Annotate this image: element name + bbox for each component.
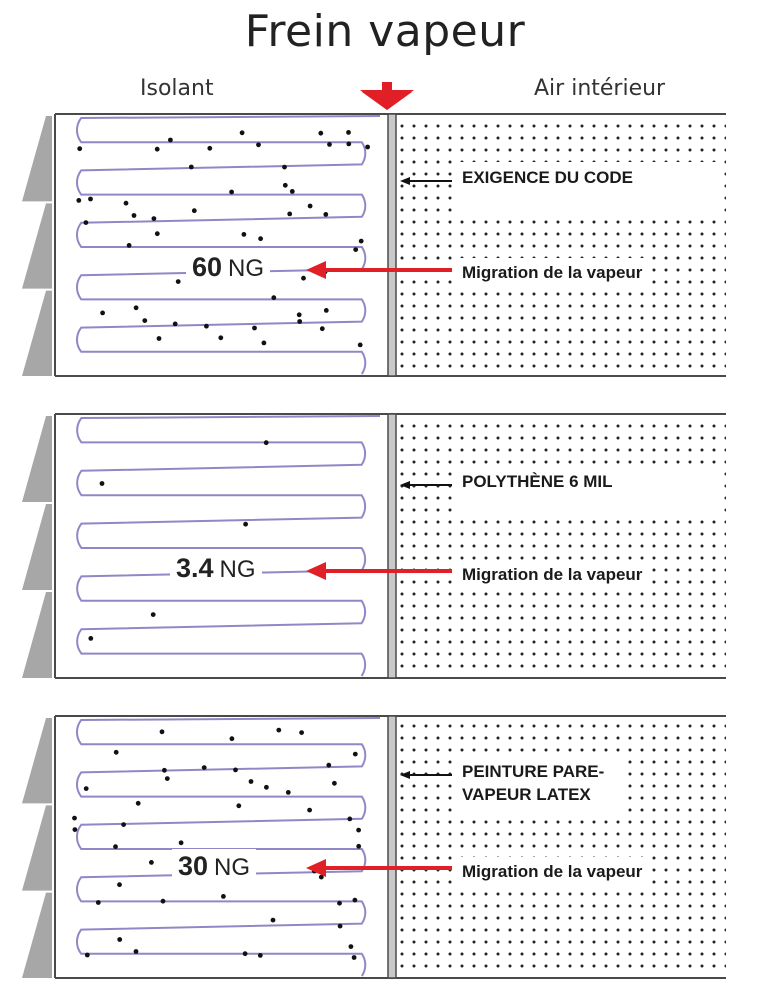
moisture-dot (297, 312, 302, 317)
moisture-dot (337, 901, 342, 906)
moisture-dot (77, 146, 82, 151)
siding-board (22, 592, 52, 678)
moisture-dot (258, 236, 263, 241)
moisture-dot (353, 898, 358, 903)
moisture-dot (221, 894, 226, 899)
moisture-dot (136, 801, 141, 806)
moisture-dot (243, 522, 248, 527)
panel-2-vapor-barrier (388, 414, 396, 678)
moisture-dot (252, 326, 257, 331)
panel-3-vapor-barrier (388, 716, 396, 978)
moisture-dot (282, 165, 287, 170)
moisture-dot (249, 779, 254, 784)
panel-2-unit: NG (219, 556, 256, 583)
moisture-dot (307, 808, 312, 813)
moisture-dot (168, 138, 173, 143)
top-vapor-arrow-icon-head (360, 90, 414, 110)
moisture-dot (229, 190, 234, 195)
moisture-dot (121, 822, 126, 827)
moisture-dot (88, 636, 93, 641)
moisture-dot (142, 318, 147, 323)
label-isolant: Isolant (140, 76, 214, 101)
moisture-dot (85, 953, 90, 958)
panel-1-siding (22, 116, 52, 376)
page-title: Frein vapeur (244, 6, 526, 57)
siding-board (22, 718, 52, 803)
moisture-dot (356, 844, 361, 849)
moisture-dot (324, 308, 329, 313)
moisture-dot (326, 763, 331, 768)
moisture-dot (179, 840, 184, 845)
moisture-dot (160, 729, 165, 734)
moisture-dot (286, 790, 291, 795)
moisture-dot (346, 130, 351, 135)
moisture-dot (271, 918, 276, 923)
moisture-dot (338, 924, 343, 929)
panel-3-value-label (172, 849, 256, 884)
panel-3-caption: PEINTURE PARE-VAPEUR LATEX (456, 756, 628, 816)
moisture-dot (124, 201, 129, 206)
moisture-dot (236, 803, 241, 808)
moisture-dot (218, 335, 223, 340)
moisture-dot (113, 844, 118, 849)
moisture-dot (162, 768, 167, 773)
panel-2-value: 3.4 (176, 553, 214, 583)
siding-board (22, 805, 52, 890)
moisture-dot (353, 752, 358, 757)
moisture-dot (73, 827, 78, 832)
siding-board (22, 291, 52, 376)
panel-1-value: 60 (192, 252, 223, 282)
moisture-dot (207, 146, 212, 151)
panel-2-value-label (170, 551, 262, 586)
moisture-dot (134, 305, 139, 310)
siding-board (22, 893, 52, 978)
moisture-dot (157, 336, 162, 341)
panel-1 (22, 114, 726, 376)
moisture-dot (76, 198, 81, 203)
moisture-dot (346, 142, 351, 147)
moisture-dot (308, 204, 313, 209)
moisture-dot (283, 183, 288, 188)
moisture-dot (264, 440, 269, 445)
moisture-dot (96, 900, 101, 905)
siding-board (22, 416, 52, 502)
moisture-dot (320, 326, 325, 331)
moisture-dot (240, 130, 245, 135)
panel-3-value: 30 (178, 851, 209, 881)
moisture-dot (127, 243, 132, 248)
moisture-dot (84, 220, 89, 225)
moisture-dot (301, 276, 306, 281)
moisture-dot (356, 828, 361, 833)
panel-2-insulation (55, 414, 388, 678)
moisture-dot (152, 216, 157, 221)
moisture-dot (262, 341, 267, 346)
moisture-dot (242, 232, 247, 237)
moisture-dot (264, 785, 269, 790)
moisture-dot (352, 955, 357, 960)
panel-2 (22, 414, 726, 678)
moisture-dot (323, 212, 328, 217)
panel-2-caption: POLYTHÈNE 6 MIL (456, 466, 718, 520)
panel-2-air-zone (398, 418, 726, 674)
moisture-dot (353, 247, 358, 252)
moisture-dot (204, 324, 209, 329)
moisture-dot (155, 231, 160, 236)
panel-3-siding (22, 718, 52, 978)
moisture-dot (84, 786, 89, 791)
moisture-dot (332, 781, 337, 786)
panel-1-migration-label: Migration de la vapeur (456, 258, 648, 288)
panel-3-migration-label: Migration de la vapeur (456, 857, 648, 887)
moisture-dot (299, 730, 304, 735)
moisture-dot (358, 343, 363, 348)
moisture-dot (117, 882, 122, 887)
panel-1-vapor-barrier (388, 114, 396, 376)
siding-board (22, 504, 52, 590)
moisture-dot (256, 142, 261, 147)
moisture-dot (165, 776, 170, 781)
panel-1-air-zone (398, 118, 726, 372)
moisture-dot (100, 481, 105, 486)
siding-board (22, 203, 52, 288)
panel-2-siding (22, 416, 52, 678)
moisture-dot (276, 728, 281, 733)
moisture-dot (100, 311, 105, 316)
moisture-dot (88, 197, 93, 202)
moisture-dot (161, 899, 166, 904)
moisture-dot (151, 612, 156, 617)
moisture-dot (297, 319, 302, 324)
moisture-dot (202, 765, 207, 770)
moisture-dot (230, 736, 235, 741)
moisture-dot (192, 208, 197, 213)
moisture-dot (114, 750, 119, 755)
moisture-dot (134, 949, 139, 954)
moisture-dot (173, 322, 178, 327)
moisture-dot (359, 239, 364, 244)
moisture-dot (132, 213, 137, 218)
moisture-dot (149, 860, 154, 865)
moisture-dot (176, 279, 181, 284)
panel-1-caption: EXIGENCE DU CODE (456, 162, 718, 220)
moisture-dot (327, 142, 332, 147)
panel-1-unit: NG (228, 255, 265, 282)
moisture-dot (287, 212, 292, 217)
siding-board (22, 116, 52, 201)
moisture-dot (258, 953, 263, 958)
panel-3-insulation (55, 716, 388, 978)
moisture-dot (271, 295, 276, 300)
panel-2-migration-label: Migration de la vapeur (456, 560, 648, 590)
panel-1-value-label (186, 250, 270, 285)
moisture-dot (349, 944, 354, 949)
moisture-dot (72, 816, 77, 821)
panel-3-unit: NG (214, 854, 251, 881)
moisture-dot (243, 951, 248, 956)
moisture-dot (117, 937, 122, 942)
moisture-dot (233, 768, 238, 773)
moisture-dot (347, 817, 352, 822)
moisture-dot (155, 147, 160, 152)
moisture-dot (189, 165, 194, 170)
moisture-dot (365, 145, 370, 150)
moisture-dot (290, 189, 295, 194)
label-air-interieur: Air intérieur (534, 76, 666, 101)
moisture-dot (318, 131, 323, 136)
